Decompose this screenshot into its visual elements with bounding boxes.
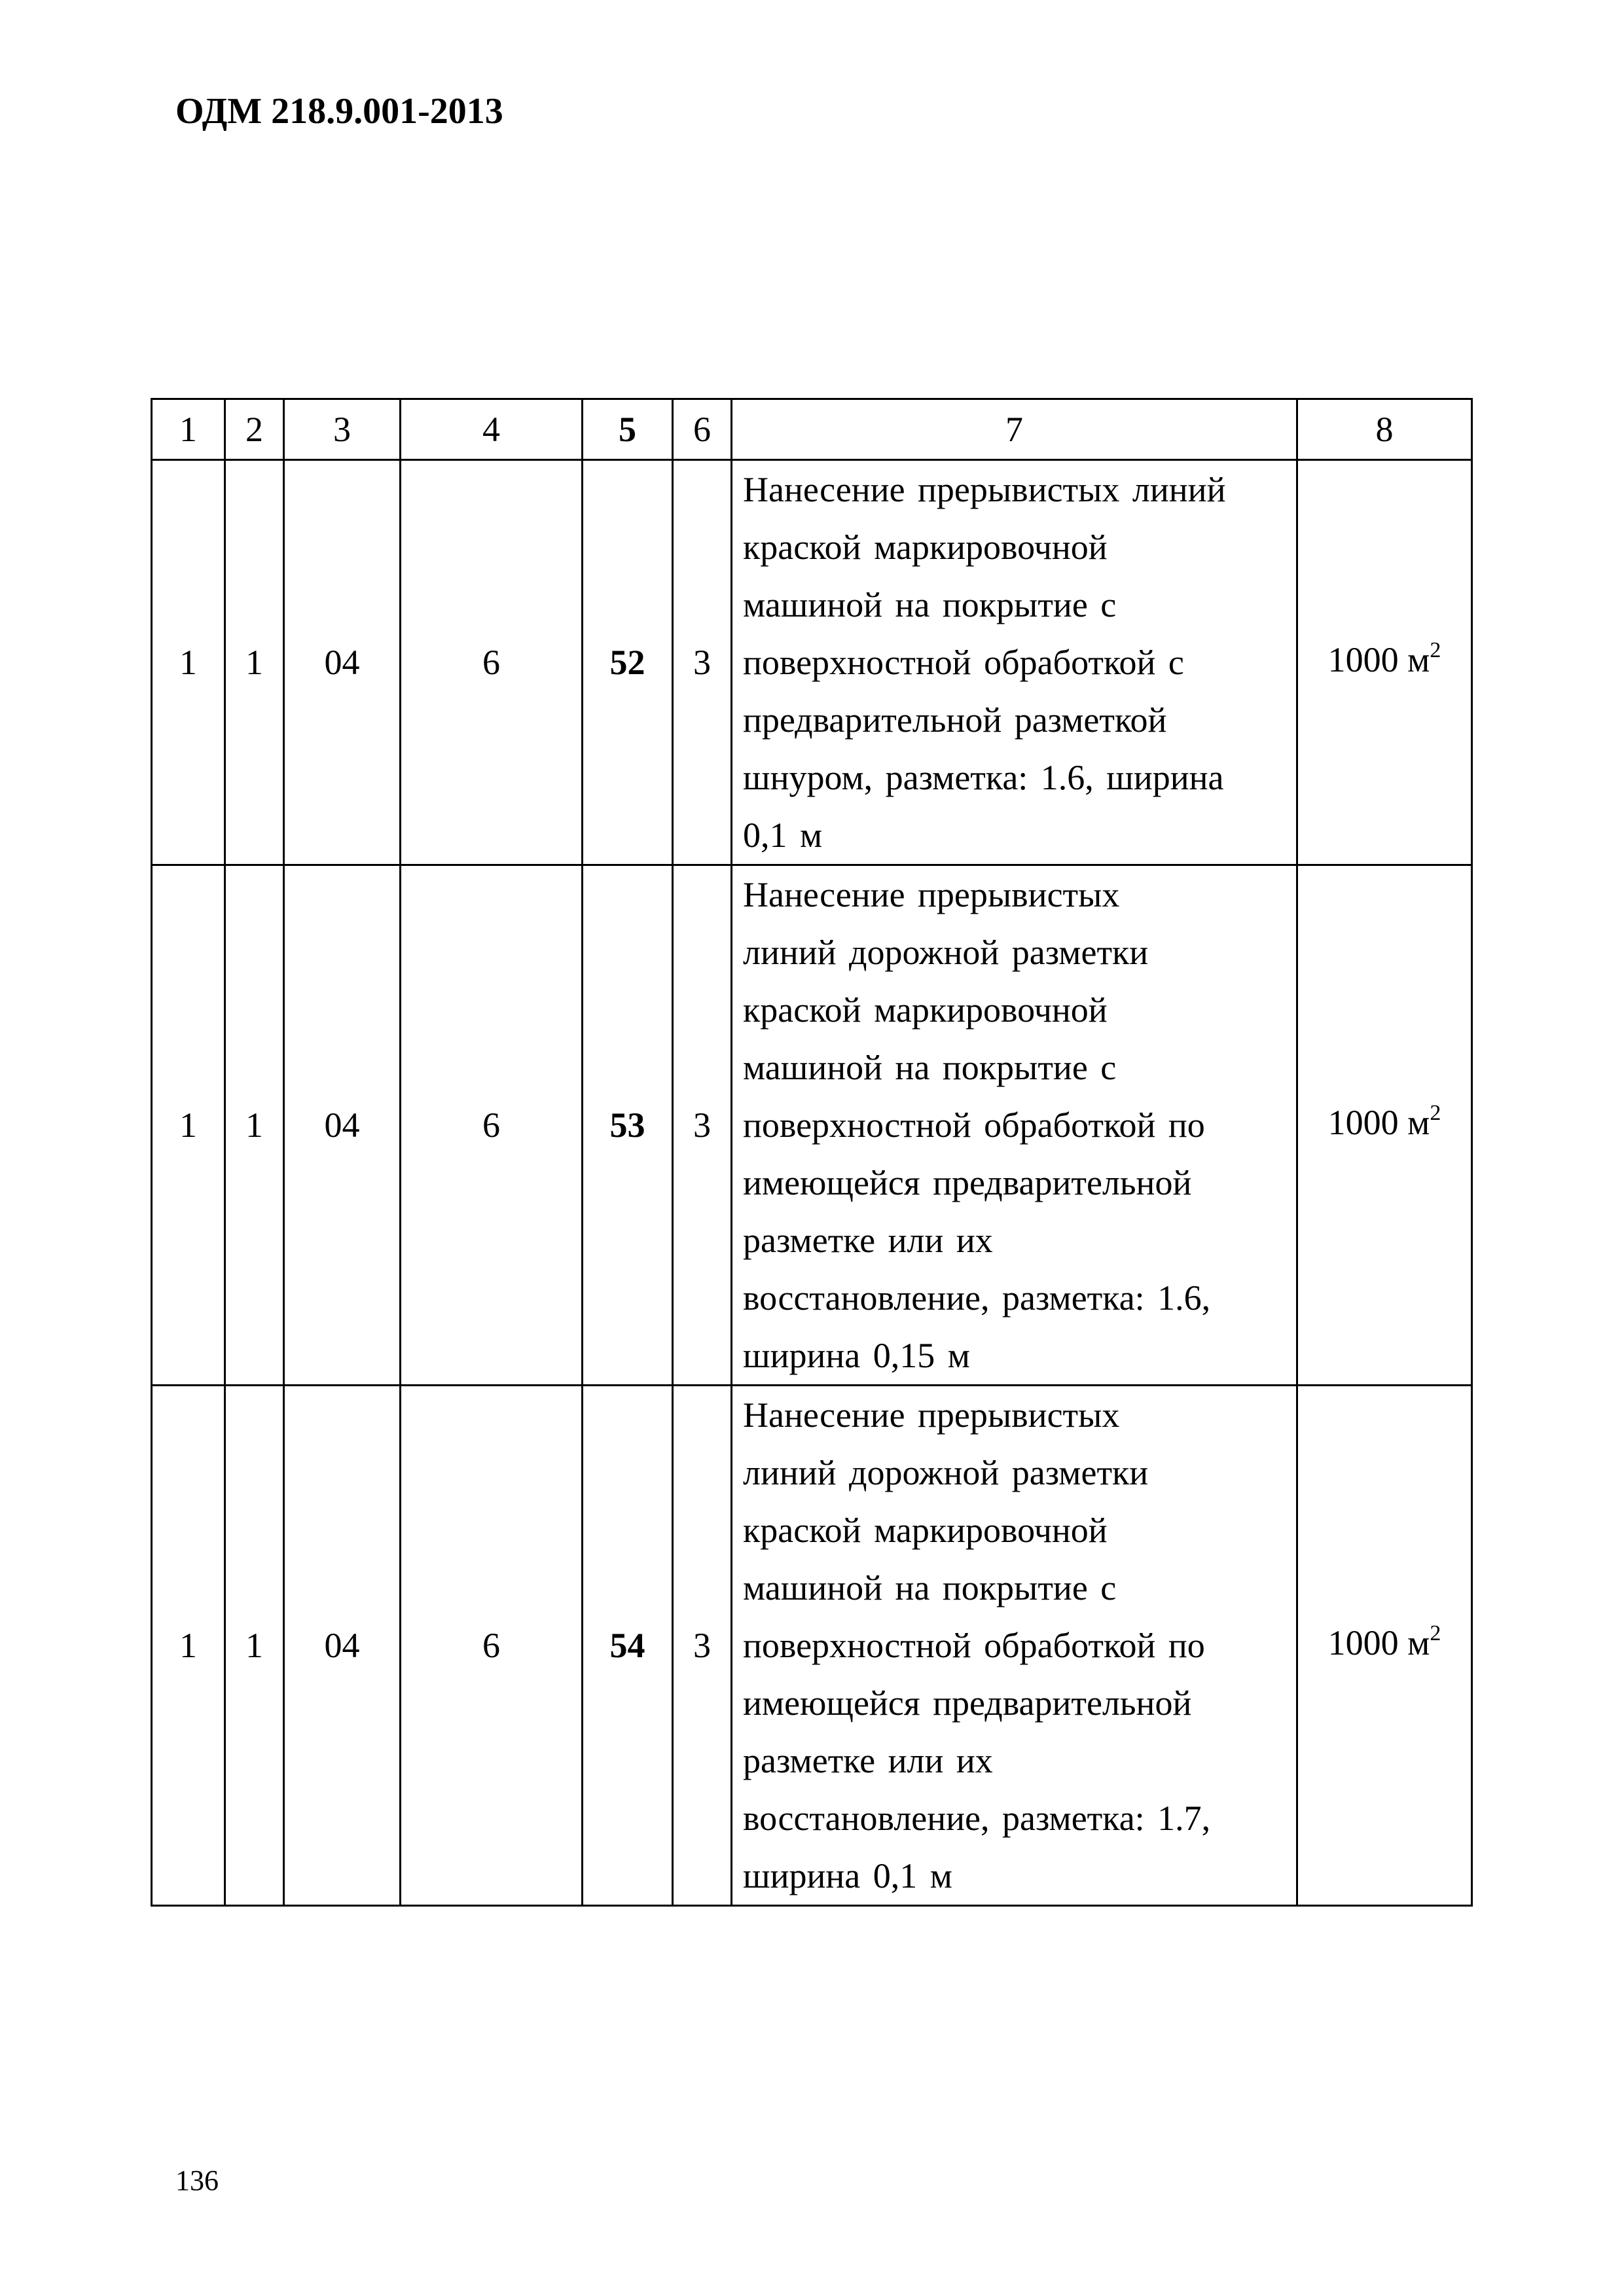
unit-value: 1000 м bbox=[1327, 1623, 1430, 1662]
description-line: разметке или их bbox=[743, 1221, 993, 1260]
unit-cell bbox=[1297, 460, 1472, 865]
cell-col-4: 6 bbox=[401, 1386, 583, 1906]
cell-col-4: 6 bbox=[401, 460, 583, 865]
cell-col-6: 3 bbox=[673, 460, 732, 865]
table-header-row bbox=[152, 399, 1472, 460]
header-cell-5: 5 bbox=[583, 399, 673, 460]
cell-col-5: 54 bbox=[583, 1386, 673, 1906]
description-cell bbox=[732, 460, 1297, 865]
description-line: шнуром, разметка: 1.6, ширина bbox=[743, 758, 1224, 797]
description-line: разметке или их bbox=[743, 1741, 993, 1780]
cell-col-3: 04 bbox=[284, 460, 401, 865]
description-cell bbox=[732, 1386, 1297, 1906]
description-line: линий дорожной разметки bbox=[743, 1453, 1149, 1492]
table-row bbox=[152, 1386, 1472, 1906]
header-cell-8: 8 bbox=[1297, 399, 1472, 460]
description-line: имеющейся предварительной bbox=[743, 1163, 1192, 1202]
cell-col-5: 52 bbox=[583, 460, 673, 865]
description-line: линий дорожной разметки bbox=[743, 933, 1149, 972]
header-cell-1: 1 bbox=[152, 399, 225, 460]
header-cell-4: 4 bbox=[401, 399, 583, 460]
specification-table bbox=[151, 398, 1473, 1907]
description-line: поверхностной обработкой по bbox=[743, 1626, 1205, 1665]
cell-col-2: 1 bbox=[225, 865, 284, 1386]
description-line: поверхностной обработкой по bbox=[743, 1105, 1205, 1145]
unit-cell bbox=[1297, 1386, 1472, 1906]
description-line: Нанесение прерывистых линий bbox=[743, 470, 1226, 509]
description-line: краской маркировочной bbox=[743, 528, 1108, 567]
cell-col-2: 1 bbox=[225, 460, 284, 865]
unit-value: 1000 м bbox=[1327, 640, 1430, 679]
description-line: краской маркировочной bbox=[743, 990, 1108, 1030]
description-line: 0,1 м bbox=[743, 816, 823, 855]
page-number: 136 bbox=[175, 2164, 219, 2197]
cell-col-1: 1 bbox=[152, 865, 225, 1386]
description-line: Нанесение прерывистых bbox=[743, 1395, 1120, 1435]
description-line: восстановление, разметка: 1.7, bbox=[743, 1799, 1211, 1838]
cell-col-6: 3 bbox=[673, 1386, 732, 1906]
description-line: краской маркировочной bbox=[743, 1511, 1108, 1550]
cell-col-1: 1 bbox=[152, 1386, 225, 1906]
cell-col-2: 1 bbox=[225, 1386, 284, 1906]
description-line: предварительной разметкой bbox=[743, 700, 1167, 740]
cell-col-1: 1 bbox=[152, 460, 225, 865]
unit-value: 1000 м bbox=[1327, 1103, 1430, 1142]
description-cell bbox=[732, 865, 1297, 1386]
description-line: восстановление, разметка: 1.6, bbox=[743, 1278, 1211, 1318]
cell-col-3: 04 bbox=[284, 1386, 401, 1906]
description-line: имеющейся предварительной bbox=[743, 1683, 1192, 1723]
unit-exponent: 2 bbox=[1430, 638, 1441, 662]
cell-col-3: 04 bbox=[284, 865, 401, 1386]
unit-cell bbox=[1297, 865, 1472, 1386]
cell-col-4: 6 bbox=[401, 865, 583, 1386]
header-cell-3: 3 bbox=[284, 399, 401, 460]
cell-col-5: 53 bbox=[583, 865, 673, 1386]
unit-exponent: 2 bbox=[1430, 1621, 1441, 1645]
unit-exponent: 2 bbox=[1430, 1101, 1441, 1125]
table-row bbox=[152, 865, 1472, 1386]
header-cell-6: 6 bbox=[673, 399, 732, 460]
header-cell-7: 7 bbox=[732, 399, 1297, 460]
description-line: поверхностной обработкой с bbox=[743, 643, 1184, 682]
description-line: ширина 0,15 м bbox=[743, 1336, 970, 1375]
description-line: Нанесение прерывистых bbox=[743, 875, 1120, 914]
description-line: машиной на покрытие с bbox=[743, 1568, 1117, 1607]
description-line: машиной на покрытие с bbox=[743, 1048, 1117, 1087]
document-code-header: ОДМ 218.9.001-2013 bbox=[175, 91, 503, 132]
description-line: ширина 0,1 м bbox=[743, 1856, 952, 1895]
description-line: машиной на покрытие с bbox=[743, 585, 1117, 624]
cell-col-6: 3 bbox=[673, 865, 732, 1386]
header-cell-2: 2 bbox=[225, 399, 284, 460]
table-row bbox=[152, 460, 1472, 865]
